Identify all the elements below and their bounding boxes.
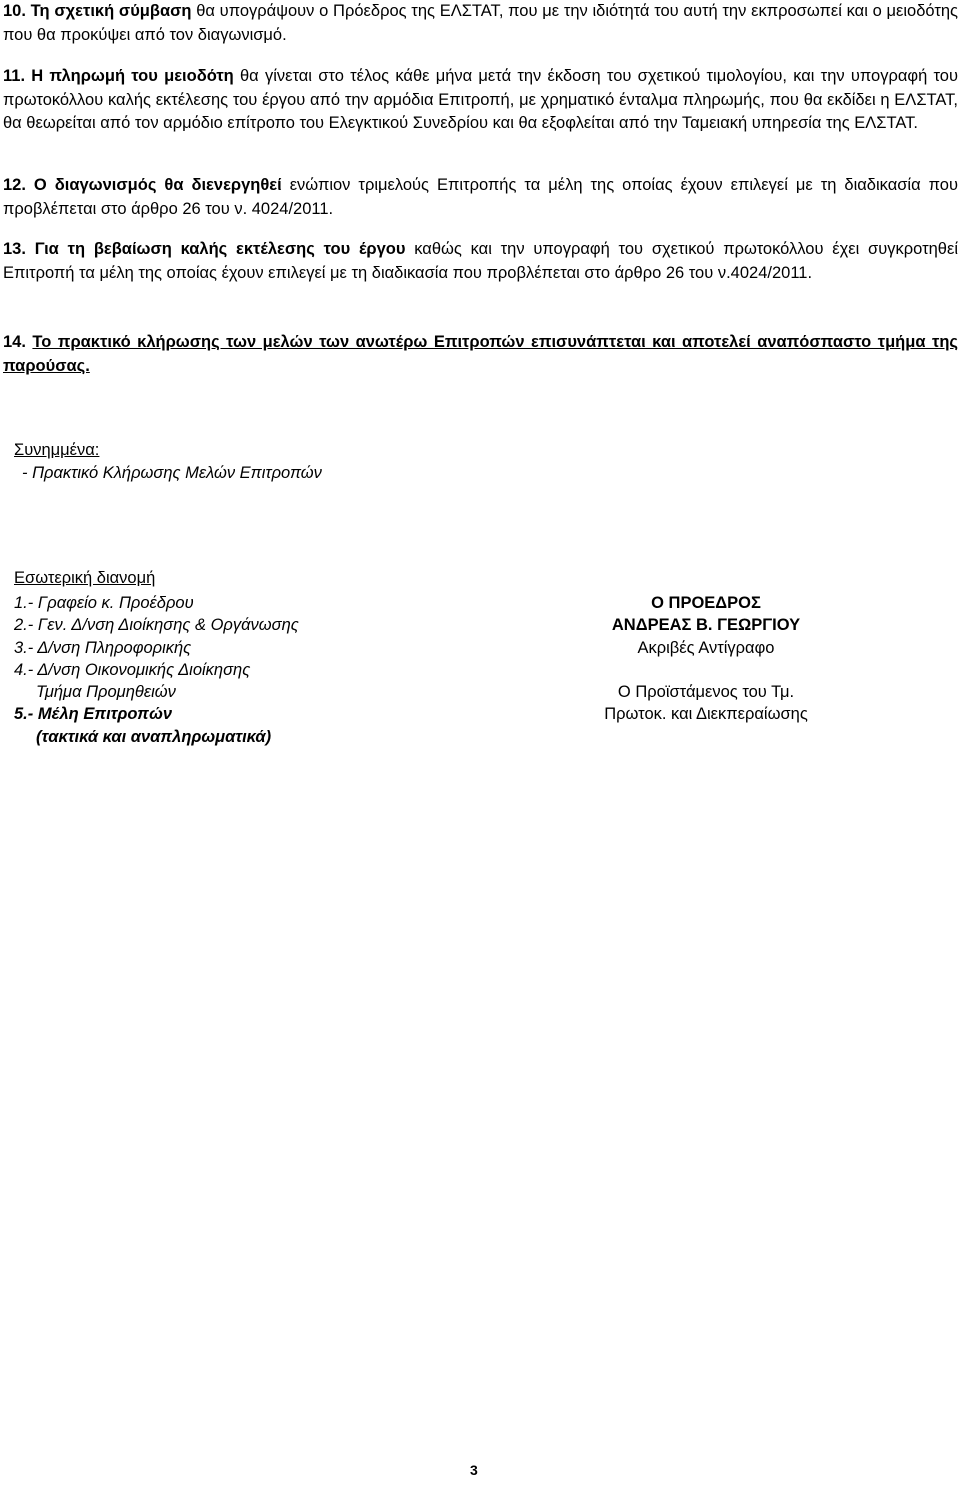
distribution-item: Τμήμα Προμηθειών xyxy=(36,683,176,702)
section-12-heading: Ο διαγωνισμός θα διενεργηθεί xyxy=(25,176,282,194)
distribution-item: 5.- Μέλη Επιτροπών xyxy=(14,705,173,724)
section-12-text: ενώπιον τριμελούς Επιτροπής τα μέλη της οποίας έχουν επιλεγεί με τη διαδικασία που προβλέπεται στο άρθρο 26 του ν. 4024/2011. xyxy=(3,176,958,218)
department-head-label: Ο Προϊστάμενος του Τμ. xyxy=(617,683,795,702)
distribution-item: 3.- Δ/νση Πληροφορικής xyxy=(14,638,192,657)
section-10-text: θα υπογράψουν ο Πρόεδρος της ΕΛΣΤΑΤ, που με την ιδιότητά του αυτή την εκπροσωπεί και ο μειοδότης που θα προκύψει από τον διαγωνισμό. xyxy=(3,2,958,44)
section-11-text: θα γίνεται στο τέλος κάθε μήνα μετά την έκδοση του σχετικού τιμολογίου, και την υπογραφή του πρωτοκόλλου καλής εκτέλεσης του έργου από την αρμόδια Επιτροπή, με χρηματικό ένταλμα πληρωμής, που θα εκδίδει η ΕΛΣΤΑΤ, θα θεωρείται από τον αρμόδιο επίτροπο του Ελεγκτικού Συνεδρίου και θα εξοφλείται από την Ταμειακή υπηρεσία της ΕΛΣΤΑΤ. xyxy=(3,67,959,132)
department-name-label: Πρωτοκ. και Διεκπεραίωσης xyxy=(604,705,808,724)
section-13 xyxy=(3,238,958,285)
section-11-number: 11. xyxy=(3,67,26,85)
signature-block xyxy=(556,592,856,726)
section-14-number: 14. xyxy=(3,333,26,351)
distribution-item: 4.- Δ/νση Οικονομικής Διοίκησης xyxy=(14,660,251,679)
section-14 xyxy=(3,331,958,378)
certified-copy-label: Ακριβές Αντίγραφο xyxy=(637,638,775,657)
section-11 xyxy=(3,65,958,136)
page-number: 3 xyxy=(470,1462,478,1478)
distribution-item: 2.- Γεν. Δ/νση Διοίκησης & Οργάνωσης xyxy=(14,616,299,635)
section-13-text: καθώς και την υπογραφή του σχετικού πρωτοκόλλου έχει συγκροτηθεί Επιτροπή τα μέλη της οποίας έχουν επιλεγεί με τη διαδικασία που προβλέπεται στο άρθρο 26 του ν.4024/2011. xyxy=(3,240,958,282)
distribution-item: (τακτικά και αναπληρωματικά) xyxy=(36,727,272,746)
section-10-number: 10. xyxy=(3,2,26,20)
distribution-title: Εσωτερική διανομή xyxy=(14,569,156,587)
section-10-heading: Τη σχετική σύμβαση xyxy=(30,2,192,20)
distribution-list xyxy=(14,592,299,748)
attachments-title: Συνημμένα: xyxy=(14,441,100,459)
section-10 xyxy=(3,0,958,47)
section-11-heading: Η πληρωμή του μειοδότη xyxy=(25,67,234,85)
section-14-text: Το πρακτικό κλήρωσης των μελών των ανωτέρω Επιτροπών επισυνάπτεται και αποτελεί αναπόσπαστο τμήμα της παρούσας. xyxy=(3,333,958,375)
distribution-item: 1.- Γραφείο κ. Προέδρου xyxy=(14,594,194,612)
signature-name: ΑΝΔΡΕΑΣ Β. ΓΕΩΡΓΙΟΥ xyxy=(611,616,801,635)
attachment-item: - Πρακτικό Κλήρωσης Μελών Επιτροπών xyxy=(22,464,322,482)
section-12-number: 12. xyxy=(3,176,26,194)
section-13-number: 13. xyxy=(3,240,26,258)
section-12 xyxy=(3,174,958,221)
signature-title: Ο ΠΡΟΕΔΡΟΣ xyxy=(651,594,761,612)
section-13-heading: Για τη βεβαίωση καλής εκτέλεσης του έργου xyxy=(25,240,406,258)
